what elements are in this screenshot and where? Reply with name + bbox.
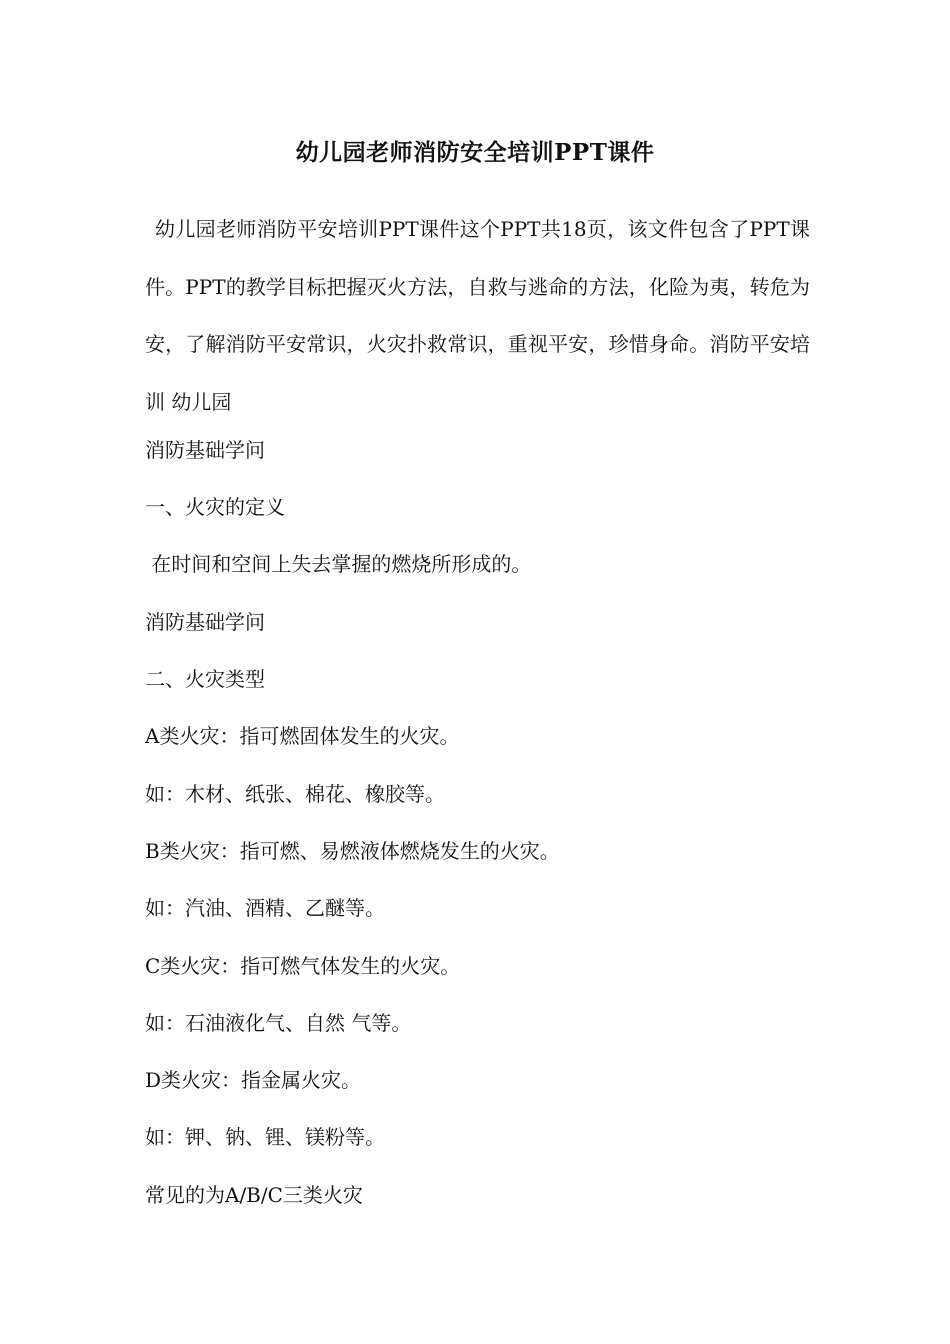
section-heading-basics-2: 消防基础学问 (145, 610, 265, 634)
fire-type-d-examples: 如：钾、钠、锂、镁粉等。 (145, 1125, 385, 1149)
fire-type-c: C类火灾：指可燃气体发生的火灾。 (145, 954, 461, 978)
subheading-fire-definition: 一、火灾的定义 (145, 495, 285, 519)
subheading-fire-types: 二、火灾类型 (145, 667, 265, 691)
fire-type-a: A类火灾：指可燃固体发生的火灾。 (145, 724, 460, 748)
fire-type-b: B类火灾：指可燃、易燃液体燃烧发生的火灾。 (145, 839, 560, 863)
document-title: 幼儿园老师消防安全培训PPT课件 (295, 139, 655, 166)
fire-definition-text: 在时间和空间上失去掌握的燃烧所形成的。 (145, 552, 532, 576)
fire-type-d: D类火灾：指金属火灾。 (145, 1068, 362, 1092)
common-fire-types-note: 常见的为A/B/C三类火灾 (145, 1183, 363, 1207)
fire-type-b-examples: 如：汽油、酒精、乙醚等。 (145, 896, 385, 920)
fire-type-c-examples: 如：石油液化气、自然 气等。 (145, 1011, 412, 1035)
section-heading-basics-1: 消防基础学问 (145, 438, 265, 462)
intro-paragraph: 幼儿园老师消防平安培训PPT课件这个PPT共18页，该文件包含了PPT课件。PPT的教学目标把握灭火方法，自救与逃命的方法，化险为夷，转危为安，了解消防平安常识，火灾扑救常识，重视平安，珍惜身命。消防平安培训 幼儿园 (145, 217, 810, 414)
fire-type-a-examples: 如：木材、纸张、棉花、橡胶等。 (145, 782, 445, 806)
